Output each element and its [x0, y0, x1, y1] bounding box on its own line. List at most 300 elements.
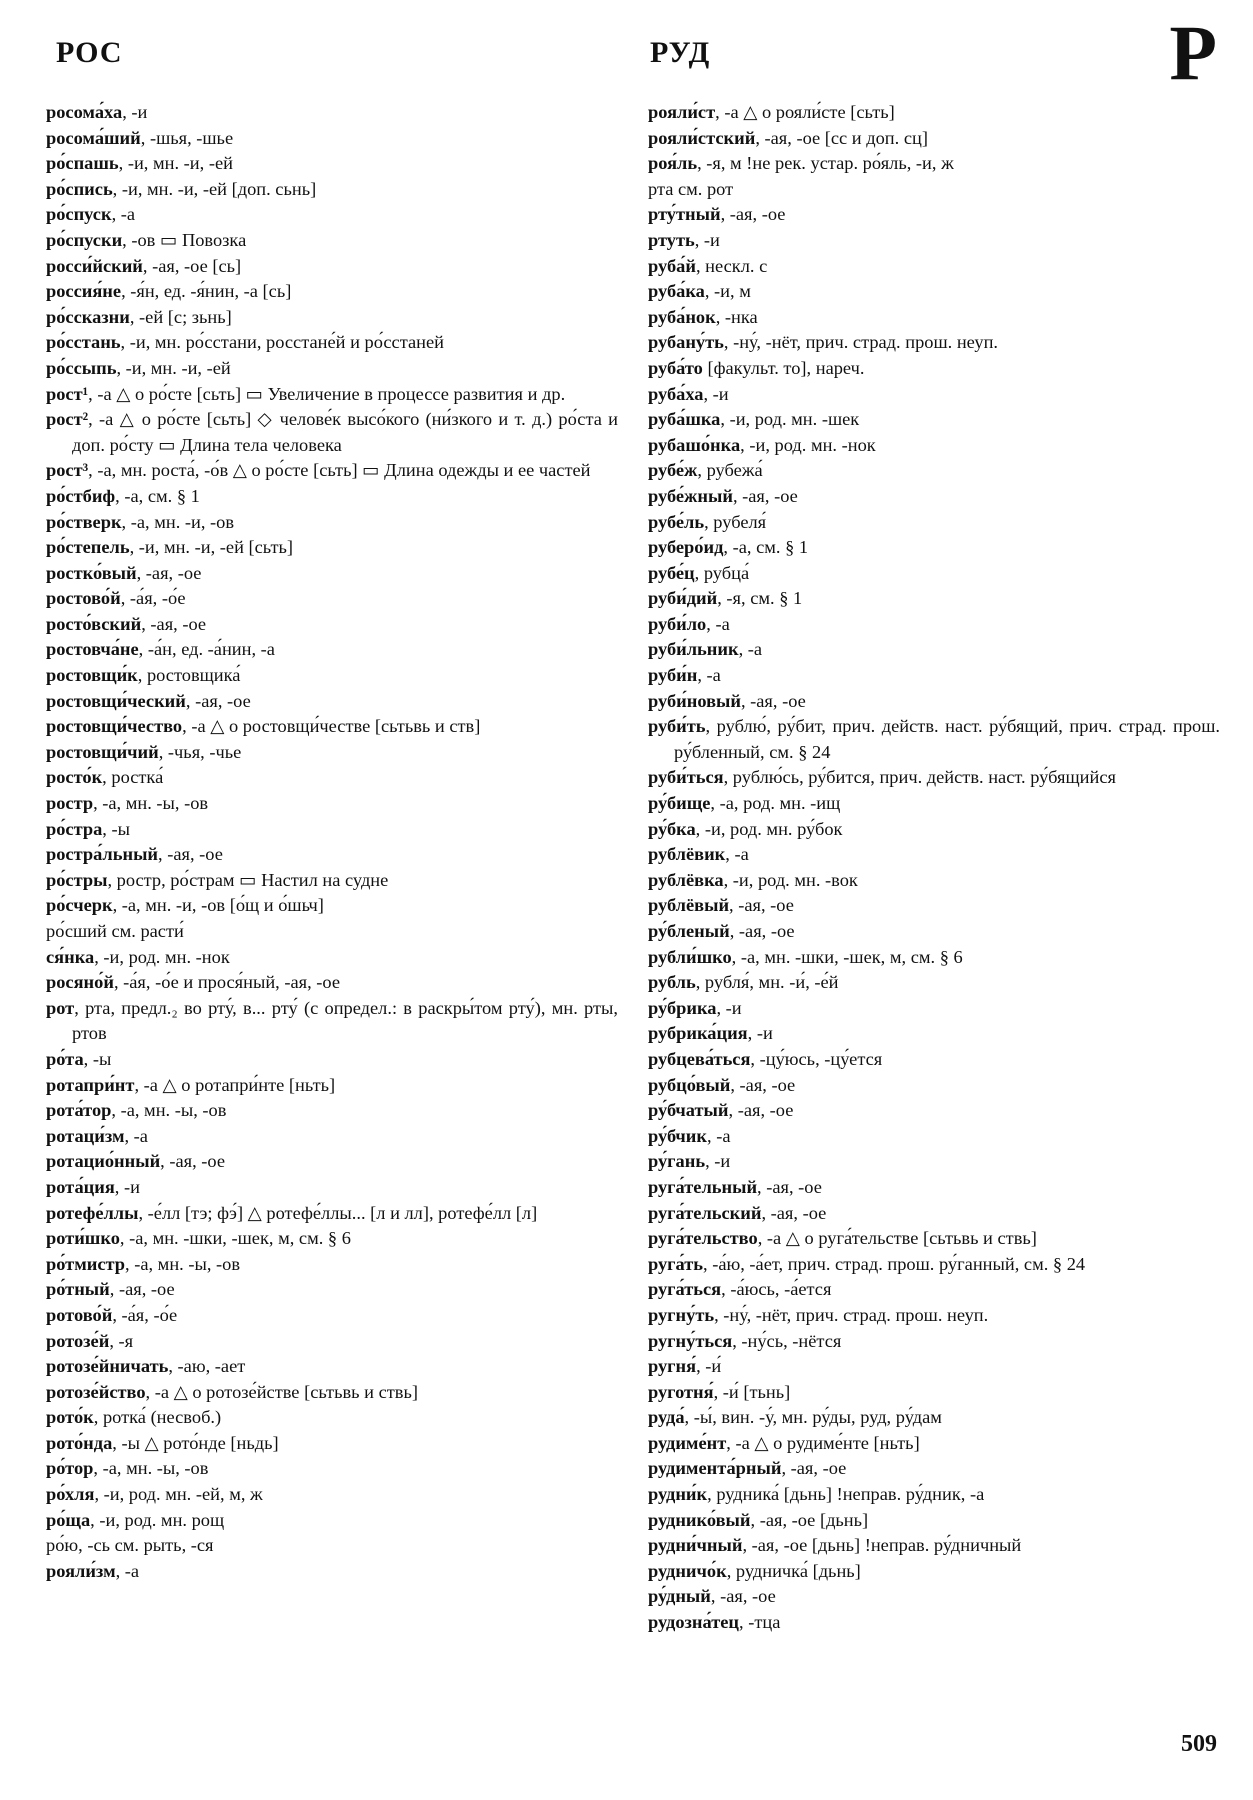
- entry-definition: , -а △ о рояли́сте [сьть]: [715, 102, 895, 122]
- headword: ростовча́не: [46, 639, 139, 660]
- dictionary-entry: [46, 1482, 618, 1508]
- headword: ростко́вый: [46, 562, 137, 583]
- dictionary-entry: [46, 1201, 618, 1227]
- dictionary-entry: [46, 356, 618, 382]
- headword: рубе́жный: [648, 485, 733, 506]
- headword: ру́бчатый: [648, 1100, 729, 1121]
- entry-definition: , -ая, -ое: [757, 1176, 822, 1197]
- left-guide-word: РОС: [56, 36, 123, 69]
- entry-definition: , -ая, -ое: [761, 1202, 827, 1223]
- entry-definition: , -и, род. мн. -нок: [740, 434, 876, 455]
- headword: руба́шка: [648, 409, 721, 430]
- headword: ростра́льный: [46, 844, 159, 865]
- entry-definition: , -а △ о руга́тельстве [сьтьвь и ствь]: [757, 1228, 1037, 1249]
- entry-definition: , -чья, -чье: [158, 741, 242, 762]
- entry-definition: , -и, род. мн. ру́бок: [695, 818, 843, 839]
- entry-definition: рта см. рот: [648, 178, 734, 199]
- headword: ро́хля: [46, 1484, 95, 1505]
- dictionary-entry: [46, 1559, 618, 1585]
- entry-definition: , -и, род. мн. -ей, м, ж: [94, 1484, 263, 1505]
- entry-definition: , ротка́ (несвоб.): [93, 1407, 222, 1428]
- dictionary-entry: [648, 330, 1220, 356]
- headword: руга́тельство: [648, 1228, 758, 1249]
- headword: ро́тный: [46, 1279, 110, 1300]
- headword: руда́: [648, 1407, 685, 1428]
- dictionary-entry: [648, 893, 1220, 919]
- entry-definition: , -ну́, -нёт, прич. страд. прош. неуп.: [714, 1304, 989, 1325]
- headword: ро́стбиф: [46, 485, 116, 506]
- headword: рудимента́рный: [648, 1458, 782, 1479]
- entry-definition: , -ая, -ое: [141, 613, 207, 634]
- dictionary-entry: [46, 586, 618, 612]
- dictionary-entry: [648, 561, 1220, 587]
- entry-definition: , -ая, -ое: [720, 204, 786, 225]
- entry-definition: , -ая, -ое [дьнь] !неправ. ру́дничный: [742, 1535, 1022, 1556]
- dictionary-entry: [46, 637, 618, 663]
- dictionary-entry: [46, 612, 618, 638]
- headword: ру́бка: [648, 818, 696, 839]
- headword: россия́не: [46, 281, 122, 302]
- dictionary-entry: [648, 1405, 1220, 1431]
- dictionary-entry: [648, 1021, 1220, 1047]
- entry-definition: , -и: [694, 229, 720, 250]
- headword: роя́ль: [648, 153, 698, 174]
- entry-definition: , -ы △ рото́нде [ньдь]: [112, 1432, 279, 1453]
- dictionary-entry: [46, 1124, 618, 1150]
- headword: руготня́: [648, 1381, 714, 1402]
- entry-definition: , -ая, -ое: [136, 562, 202, 583]
- dictionary-entry: [648, 945, 1220, 971]
- headword: рояли́стский: [648, 127, 756, 148]
- headword: руба́й: [648, 255, 696, 276]
- entry-definition: , -нка: [715, 306, 758, 327]
- dictionary-entry: [648, 714, 1220, 765]
- headword: рудничо́к: [648, 1560, 727, 1581]
- entry-definition: , -и: [114, 1176, 140, 1197]
- entry-definition: , -ая, -ое: [728, 1100, 794, 1121]
- entry-definition: , -ов ▭ Повозка: [122, 229, 247, 250]
- entry-definition: , -ая, -ое: [109, 1279, 175, 1300]
- headword: ро́спуски: [46, 229, 123, 250]
- headword: росто́к: [46, 767, 103, 788]
- dictionary-entry: [648, 637, 1220, 663]
- dictionary-entry: [46, 791, 618, 817]
- dictionary-entry: [648, 1533, 1220, 1559]
- entry-definition: , рубеля́: [704, 511, 767, 532]
- section-letter: Р: [1169, 9, 1217, 96]
- headword: ро́тор: [46, 1458, 94, 1479]
- headword: ротозе́й: [46, 1330, 110, 1351]
- headword: ругну́ться: [648, 1330, 733, 1351]
- right-guide-word: РУД: [650, 36, 711, 69]
- headword: ро́стра: [46, 818, 103, 839]
- dictionary-entry: [648, 1329, 1220, 1355]
- entry-definition: , -и, мн. -и, -ей [доп. сьнь]: [112, 178, 317, 199]
- entry-definition: , рудника́ [дьнь] !неправ. ру́дник, -а: [707, 1484, 985, 1505]
- entry-definition: , -а́юсь, -а́ется: [721, 1279, 832, 1300]
- dictionary-entry: [648, 458, 1220, 484]
- headword: рост²: [46, 409, 89, 430]
- dictionary-entry: [648, 970, 1220, 996]
- headword: рубе́ль: [648, 511, 705, 532]
- headword: рубе́ц: [648, 562, 695, 583]
- headword: руднико́вый: [648, 1509, 751, 1530]
- headword: росома́ха: [46, 102, 123, 122]
- headword: ро́стры: [46, 869, 108, 890]
- dictionary-entry: [648, 1431, 1220, 1457]
- dictionary-entry: [648, 791, 1220, 817]
- dictionary-entry: [46, 1508, 618, 1534]
- dictionary-entry: [46, 305, 618, 331]
- dictionary-entry: [46, 663, 618, 689]
- entry-definition: , -цу́юсь, -цу́ется: [750, 1048, 883, 1069]
- entry-definition: , -а, мн. -и, -ов: [121, 511, 235, 532]
- entry-definition: , -а, см. § 1: [115, 485, 200, 506]
- dictionary-entry: [648, 612, 1220, 638]
- headword: роти́шко: [46, 1228, 120, 1249]
- entry-definition: , -я́н, ед. -я́нин, -а [сь]: [121, 281, 292, 302]
- dictionary-entry: [648, 1584, 1220, 1610]
- dictionary-entry: [648, 663, 1220, 689]
- entry-definition: , -а, мн. -ы, -ов: [111, 1100, 227, 1121]
- dictionary-entry: [46, 510, 618, 536]
- headword: ро́спись: [46, 178, 113, 199]
- headword: рояли́ст: [648, 102, 716, 122]
- headword: рудозна́тец: [648, 1612, 740, 1633]
- dictionary-entry: [648, 1380, 1220, 1406]
- entry-definition: , -а △ о рудиме́нте [ньть]: [726, 1432, 920, 1453]
- entry-definition: , -ну́сь, -нётся: [732, 1330, 842, 1351]
- entry-definition: , -ы: [102, 818, 130, 839]
- entry-definition: , -а́н, ед. -а́нин, -а: [138, 639, 275, 660]
- headword: ру́дный: [648, 1586, 711, 1607]
- entry-definition: , -ая, -ое: [158, 844, 223, 865]
- headword: ростовщи́чий: [46, 741, 159, 762]
- headword: руби́н: [648, 665, 698, 686]
- entry-definition: , -и́: [696, 1356, 722, 1377]
- headword: руба́ка: [648, 281, 705, 302]
- headword: руба́то: [648, 357, 703, 378]
- dictionary-entry: [648, 535, 1220, 561]
- headword: ротаци́зм: [46, 1125, 125, 1146]
- dictionary-entry: [648, 1354, 1220, 1380]
- entry-definition: , -и, м: [704, 281, 751, 302]
- headword: ро́степель: [46, 537, 130, 558]
- entry-definition: , -и: [705, 1151, 731, 1172]
- left-column: [46, 100, 618, 1584]
- dictionary-entry: [46, 561, 618, 587]
- dictionary-entry: [46, 1456, 618, 1482]
- dictionary-entry: [648, 1226, 1220, 1252]
- entry-definition: , -а, мн. -ы, -ов: [125, 1253, 241, 1274]
- dictionary-entry: [46, 1226, 618, 1252]
- dictionary-entry: [46, 1329, 618, 1355]
- entry-definition: , -а: [124, 1125, 148, 1146]
- headword: рубцева́ться: [648, 1048, 751, 1069]
- entry-definition: , -а: [111, 204, 136, 225]
- entry-definition: , -а: [738, 639, 763, 660]
- headword: рота́ция: [46, 1176, 115, 1197]
- dictionary-entry: [46, 970, 618, 996]
- headword: ро́та: [46, 1048, 84, 1069]
- dictionary-entry: [46, 689, 618, 715]
- headword: рту́тный: [648, 204, 721, 225]
- entry-definition: , -я, м !не рек. устар. ро́яль, -и, ж: [697, 153, 954, 174]
- entry-definition: , рублю́, ру́бит, прич. действ. наст. ру́бящий, прич. страд. прош. ру́бленный, см. § 24: [674, 716, 1220, 762]
- dictionary-entry: [648, 151, 1220, 177]
- dictionary-entry: [648, 407, 1220, 433]
- dictionary-entry: [648, 1277, 1220, 1303]
- headword: руби́льник: [648, 639, 739, 660]
- entry-definition: , -а, мн. роста́, -о́в △ о ро́сте [сьть] ▭ Длина одежды и ее частей: [88, 460, 591, 481]
- dictionary-entry: [648, 254, 1220, 280]
- entry-definition: , -а, род. мн. -ищ: [710, 793, 841, 814]
- dictionary-entry: [46, 1175, 618, 1201]
- dictionary-entry: [46, 151, 618, 177]
- dictionary-entry: [648, 510, 1220, 536]
- entry-definition: , -а, мн. -шки, -шек, м, см. § 6: [731, 946, 963, 967]
- dictionary-entry: [46, 484, 618, 510]
- entry-definition: , -а: [707, 1125, 731, 1146]
- dictionary-entry: [648, 305, 1220, 331]
- headword: рудни́чный: [648, 1535, 743, 1556]
- entry-definition: , -а, мн. -и, -ов [о́щ и о́шьч]: [112, 895, 324, 916]
- entry-definition: , -и, род. мн. -шек: [720, 409, 860, 430]
- headword: ртуть: [648, 229, 695, 250]
- dictionary-entry: [46, 228, 618, 254]
- entry-definition: ро́сший см. расти́: [46, 921, 184, 941]
- headword: рублёвка: [648, 869, 724, 890]
- dictionary-entry: [46, 535, 618, 561]
- headword: руби́новый: [648, 690, 741, 711]
- dictionary-entry: [46, 1149, 618, 1175]
- headword: рота́тор: [46, 1100, 112, 1121]
- headword: рот: [46, 997, 75, 1018]
- dictionary-entry: [46, 126, 618, 152]
- dictionary-entry: [46, 202, 618, 228]
- entry-definition: , -ая, -ое: [729, 895, 794, 916]
- dictionary-entry: [46, 100, 618, 126]
- headword: ру́брика: [648, 997, 717, 1018]
- entry-definition: , -а, мн. -шки, -шек, м, см. § 6: [119, 1228, 351, 1249]
- dictionary-entry: [46, 1098, 618, 1124]
- headword: ротозе́йство: [46, 1381, 146, 1402]
- entry-definition: , -и, род. мн. -вок: [723, 869, 858, 890]
- entry-definition: , -ая, -ое: [781, 1458, 847, 1479]
- headword: росси́йский: [46, 255, 143, 276]
- entry-definition: , -и: [122, 102, 148, 122]
- dictionary-entry: [648, 919, 1220, 945]
- headword: ругну́ть: [648, 1304, 715, 1325]
- dictionary-entry: [648, 842, 1220, 868]
- dictionary-entry: [46, 407, 618, 458]
- dictionary-entry: [46, 1303, 618, 1329]
- entry-definition: , -ая, -ое [дьнь]: [750, 1509, 869, 1530]
- entry-definition: , -и, мн. -и, -ей: [118, 153, 233, 174]
- headword: руба́нок: [648, 306, 716, 327]
- headword: рудиме́нт: [648, 1432, 727, 1453]
- dictionary-entry: [648, 433, 1220, 459]
- entry-definition: , -и́ [тьнь]: [713, 1381, 791, 1402]
- entry-definition: , -ы́, вин. -у́, мн. ру́ды, руд, ру́дам: [684, 1407, 942, 1428]
- headword: рублёвый: [648, 895, 730, 916]
- headword: ро́ссыпь: [46, 357, 117, 378]
- headword: рубрика́ция: [648, 1023, 748, 1044]
- dictionary-entry: [648, 1482, 1220, 1508]
- headword: рубашо́нка: [648, 434, 741, 455]
- headword: ростр: [46, 793, 94, 814]
- entry-definition: , -ая, -ое: [729, 921, 795, 941]
- dictionary-entry: [648, 1073, 1220, 1099]
- entry-definition: , -а́я, -о́е и прося́ный, -ая, -ое: [113, 972, 341, 993]
- dictionary-entry: [46, 330, 618, 356]
- dictionary-entry: [648, 868, 1220, 894]
- headword: руга́тельный: [648, 1176, 758, 1197]
- dictionary-entry: [46, 1533, 618, 1559]
- entry-definition: , ростр, ро́страм ▭ Настил на судне: [107, 869, 389, 890]
- headword: ро́тмистр: [46, 1253, 125, 1274]
- headword: ротапри́нт: [46, 1074, 135, 1095]
- dictionary-entry: [46, 1073, 618, 1099]
- entry-definition: , рубежа́: [697, 460, 763, 481]
- headword: рост¹: [46, 383, 89, 404]
- entry-definition: , нескл. с: [695, 255, 768, 276]
- dictionary-entry: [46, 996, 618, 1047]
- dictionary-entry: [46, 868, 618, 894]
- dictionary-entry: [648, 1175, 1220, 1201]
- dictionary-entry: [648, 1201, 1220, 1227]
- entry-definition: , -ая, -ое: [160, 1151, 226, 1172]
- dictionary-entry: [648, 1508, 1220, 1534]
- headword: ро́сстань: [46, 332, 121, 353]
- headword: ротефе́ллы: [46, 1202, 139, 1223]
- entry-definition: , -а, мн. -ы, -ов: [93, 793, 209, 814]
- headword: рубцо́вый: [648, 1074, 731, 1095]
- dictionary-entry: [648, 1610, 1220, 1636]
- headword: росто́вский: [46, 613, 142, 634]
- entry-definition: , -а △ о ро́сте [сьть] ▭ Увеличение в процессе развития и др.: [88, 383, 566, 404]
- headword: руби́дий: [648, 588, 718, 609]
- dictionary-entry: [46, 893, 618, 919]
- entry-definition: , -я, см. § 1: [717, 588, 803, 609]
- headword: ро́спуск: [46, 204, 112, 225]
- dictionary-entry: [648, 765, 1220, 791]
- dictionary-entry: [648, 356, 1220, 382]
- entry-definition: , -ая, -ое: [185, 690, 251, 711]
- entry-definition: , -ая, -ое [сь]: [142, 255, 242, 276]
- dictionary-entry: [46, 714, 618, 740]
- entry-definition: , -аю, -ает: [168, 1356, 246, 1377]
- dictionary-entry: [46, 1277, 618, 1303]
- entry-definition: , -и, мн. -и, -ей: [116, 357, 231, 378]
- headword: ругня́: [648, 1356, 697, 1377]
- headword: руби́ть: [648, 716, 706, 737]
- page-number: 509: [1181, 1731, 1217, 1757]
- entry-definition: , -а, мн. -ы, -ов: [93, 1458, 209, 1479]
- entry-definition: , -а: [725, 844, 749, 865]
- entry-definition: , -ая, -ое: [730, 1074, 796, 1095]
- dictionary-entry: [46, 254, 618, 280]
- dictionary-entry: [46, 1431, 618, 1457]
- entry-definition: , -и: [703, 383, 729, 404]
- entry-definition: , -и, мн. -и, -ей [сьть]: [129, 537, 294, 558]
- entry-definition: , -а △ о ро́сте [сьть] ◇ челове́к высо́кого (ни́зкого и т. д.) ро́ста и доп. ро́сту ▭ Длина тела человека: [72, 409, 618, 455]
- entry-definition: , рудничка́ [дьнь]: [726, 1560, 861, 1581]
- headword: ся́нка: [46, 946, 95, 967]
- dictionary-entry: [648, 586, 1220, 612]
- headword: ротацио́нный: [46, 1151, 161, 1172]
- headword: руга́ться: [648, 1279, 722, 1300]
- headword: ру́бчик: [648, 1125, 707, 1146]
- dictionary-entry: [648, 1456, 1220, 1482]
- right-column: [648, 100, 1220, 1636]
- dictionary-entry: [46, 1252, 618, 1278]
- entry-definition: , -я: [109, 1330, 134, 1351]
- dictionary-entry: [648, 1559, 1220, 1585]
- dictionary-entry: [46, 1047, 618, 1073]
- headword: ро́спашь: [46, 153, 119, 174]
- entry-definition: , -ну́, -нёт, прич. страд. прош. неуп.: [723, 332, 999, 353]
- dictionary-entry: [648, 126, 1220, 152]
- entry-definition: , рта, предл.₂ во рту́, в... рту́ (с определ.: в раскры́том рту́), мн. рты, ртов: [72, 997, 618, 1044]
- headword: ро́счерк: [46, 895, 113, 916]
- dictionary-entry: [46, 842, 618, 868]
- headword: руба́ха: [648, 383, 704, 404]
- dictionary-entry: [648, 202, 1220, 228]
- dictionary-entry: [648, 1098, 1220, 1124]
- entry-definition: , -а △ о ротапри́нте [ньть]: [134, 1074, 336, 1095]
- headword: ро́ща: [46, 1509, 91, 1530]
- headword: росома́ший: [46, 127, 141, 148]
- dictionary-entry: [46, 945, 618, 971]
- headword: ростовщи́чество: [46, 716, 183, 737]
- entry-definition: [факульт. то], нареч.: [702, 357, 865, 378]
- headword: рояли́зм: [46, 1560, 116, 1581]
- headword: ро́ссказни: [46, 306, 130, 327]
- headword: руберо́ид: [648, 537, 724, 558]
- headword: ро́стверк: [46, 511, 122, 532]
- dictionary-entry: [46, 919, 618, 945]
- dictionary-entry: [648, 279, 1220, 305]
- dictionary-entry: [648, 817, 1220, 843]
- entry-definition: , -ая, -ое: [740, 690, 806, 711]
- headword: руга́тельский: [648, 1202, 762, 1223]
- entry-definition: , -а: [697, 665, 721, 686]
- headword: ротозе́йничать: [46, 1356, 169, 1377]
- headword: руга́ть: [648, 1253, 704, 1274]
- dictionary-entry: [648, 689, 1220, 715]
- headword: ростово́й: [46, 588, 121, 609]
- headword: ру́гань: [648, 1151, 706, 1172]
- dictionary-entry: [46, 458, 618, 484]
- headword: руби́ло: [648, 613, 707, 634]
- entry-definition: , -а: [115, 1560, 140, 1581]
- dictionary-entry: [648, 1047, 1220, 1073]
- dictionary-entry: [648, 996, 1220, 1022]
- dictionary-entry: [46, 1380, 618, 1406]
- dictionary-entry: [648, 177, 1220, 203]
- headword: ростовщи́ческий: [46, 690, 186, 711]
- headword: рубли́шко: [648, 946, 732, 967]
- entry-definition: , -а́я, -о́е: [112, 1304, 178, 1325]
- headword: ру́бленый: [648, 921, 730, 941]
- entry-definition: , -ей [с; зьнь]: [129, 306, 232, 327]
- dictionary-entry: [46, 279, 618, 305]
- entry-definition: , -шья, -шье: [140, 127, 234, 148]
- dictionary-entry: [46, 382, 618, 408]
- headword: рост³: [46, 460, 89, 481]
- entry-definition: , -и: [747, 1023, 773, 1044]
